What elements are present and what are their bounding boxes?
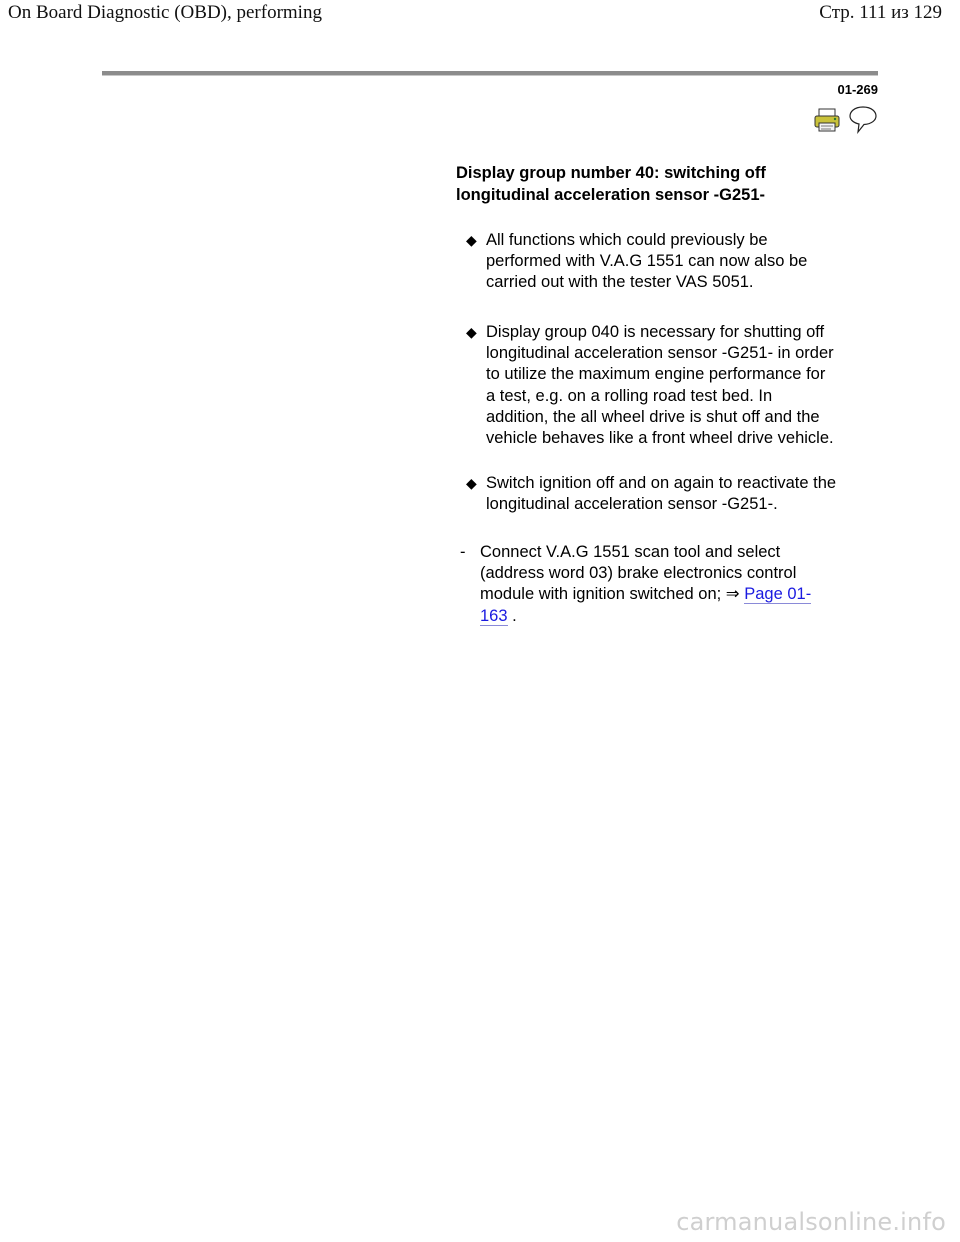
bullet-item: ◆ Display group 040 is necessary for shutting off longitudinal acceleration sensor -G251- in order to utilize the maximum engine performance for a test, e.g. on a rolling road test bed. In addition, the all wheel drive is shut off and the vehicle behaves like a front wheel drive vehicle. xyxy=(466,323,834,448)
speech-bubble-icon[interactable] xyxy=(848,104,878,134)
header-rule xyxy=(102,71,878,76)
page-link-01-163-cont[interactable]: 163 xyxy=(480,606,508,625)
page-number: 01-269 xyxy=(837,82,878,97)
diamond-bullet-icon: ◆ xyxy=(466,232,477,248)
bullet-item: ◆ Switch ignition off and on again to reactivate the longitudinal acceleration sensor -G251-. xyxy=(466,474,837,514)
watermark-brand: carmanualsonline.info xyxy=(676,1208,946,1236)
page-counter: Стр. 111 из 129 xyxy=(819,2,942,23)
printer-icon[interactable] xyxy=(814,108,840,132)
procedure-step: - Connect V.A.G 1551 scan tool and select (address word 03) brake electronics control module with ignition switched on; ⇒ Page 01- 163 . xyxy=(460,543,812,625)
diamond-bullet-icon: ◆ xyxy=(466,324,477,340)
page-actions xyxy=(814,104,884,134)
document-title: On Board Diagnostic (OBD), performing xyxy=(8,2,322,23)
bullet-item: ◆ All functions which could previously be performed with V.A.G 1551 can now also be carried out with the tester VAS 5051. xyxy=(466,231,808,292)
diamond-bullet-icon: ◆ xyxy=(466,475,477,491)
page-link-01-163[interactable]: Page 01- xyxy=(744,585,812,604)
section-heading: Display group number 40: switching off longitudinal acceleration sensor -G251- xyxy=(456,164,766,204)
step-dash: - xyxy=(460,543,466,561)
